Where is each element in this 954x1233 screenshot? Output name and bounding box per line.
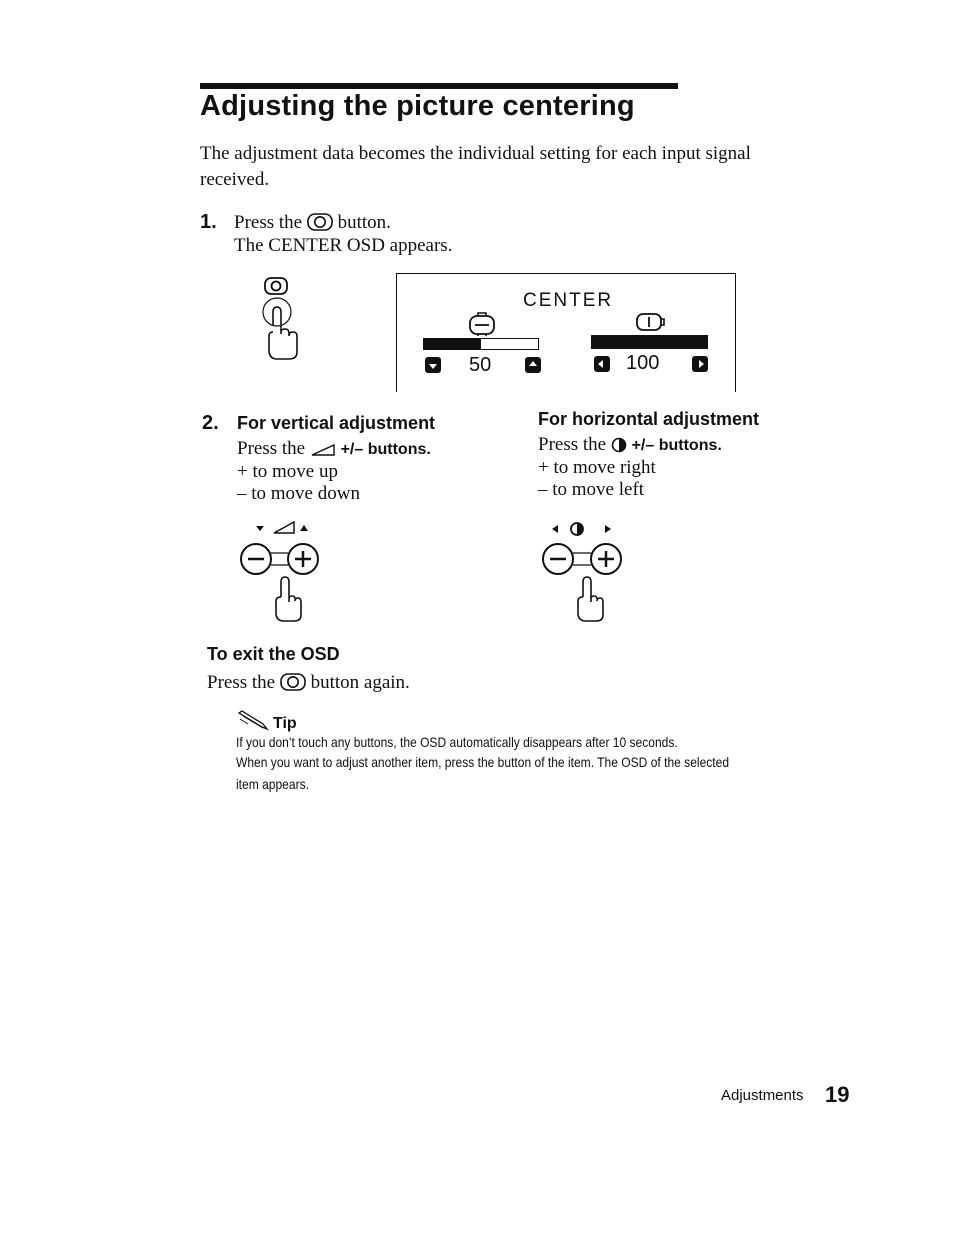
osd-horizontal-bar xyxy=(591,335,708,349)
page-title: Adjusting the picture centering xyxy=(200,90,635,122)
heading-rule xyxy=(200,83,678,89)
hand-press-button-icon xyxy=(255,276,315,366)
horizontal-plus-minus-buttons-icon xyxy=(536,519,636,624)
osd-vertical-value: 50 xyxy=(469,354,492,376)
osd-title: CENTER xyxy=(523,290,614,311)
tip-line-2: When you want to adjust another item, press the button of the item. The OSD of the selected xyxy=(236,754,730,770)
osd-horizontal-value: 100 xyxy=(626,352,660,374)
horizontal-heading: For horizontal adjustment xyxy=(538,409,760,429)
horizontal-text-before: Press the xyxy=(538,434,607,455)
tip-line-3: item appears. xyxy=(236,776,309,792)
center-button-illustration xyxy=(255,276,315,371)
center-button-icon-exit xyxy=(280,673,306,697)
intro-line-2: received. xyxy=(200,169,270,190)
footer-section-label: Adjustments xyxy=(721,1087,804,1104)
osd-vertical-bar-fill xyxy=(424,339,481,349)
horizontal-plus-line: + to move right xyxy=(538,457,656,478)
vertical-heading: For vertical adjustment xyxy=(237,413,436,433)
osd-down-arrow-icon xyxy=(425,357,441,378)
exit-text-after: button again. xyxy=(310,672,410,693)
step-1-number: 1. xyxy=(200,211,217,233)
vertical-text-before: Press the xyxy=(237,438,306,459)
osd-vertical-bar xyxy=(423,338,539,350)
tip-line-1: If you don’t touch any buttons, the OSD automatically disappears after 10 seconds. xyxy=(236,734,678,750)
vertical-minus-line: – to move down xyxy=(237,483,360,504)
osd-up-arrow-icon xyxy=(525,357,541,378)
page-number: 19 xyxy=(825,1082,850,1107)
osd-right-arrow-icon xyxy=(692,356,708,377)
osd-left-arrow-icon xyxy=(594,356,610,377)
tip-label: Tip xyxy=(273,715,297,732)
vertical-text-after: +/– buttons. xyxy=(340,441,431,458)
exit-text-before: Press the xyxy=(207,672,276,693)
osd-horizontal-icon xyxy=(635,312,665,337)
step-1-text-before: Press the xyxy=(234,212,303,233)
horizontal-text-after: +/– buttons. xyxy=(631,437,722,454)
step-2-number: 2. xyxy=(202,412,219,434)
step-1-text-after: button. xyxy=(337,212,391,233)
osd-vertical-icon xyxy=(468,312,496,341)
osd-horizontal-bar-fill xyxy=(592,336,707,348)
step-1-line-2: The CENTER OSD appears. xyxy=(234,235,453,256)
vertical-plus-minus-buttons-icon xyxy=(234,519,334,624)
exit-instruction xyxy=(207,671,410,697)
horizontal-minus-line: – to move left xyxy=(538,479,645,500)
intro-line-1: The adjustment data becomes the individual setting for each input signal xyxy=(200,143,751,164)
intro-paragraph xyxy=(200,141,840,193)
exit-heading: To exit the OSD xyxy=(207,644,340,664)
vertical-plus-line: + to move up xyxy=(237,461,338,482)
horizontal-plus-minus-illustration xyxy=(536,519,636,629)
vertical-plus-minus-illustration xyxy=(234,519,334,629)
